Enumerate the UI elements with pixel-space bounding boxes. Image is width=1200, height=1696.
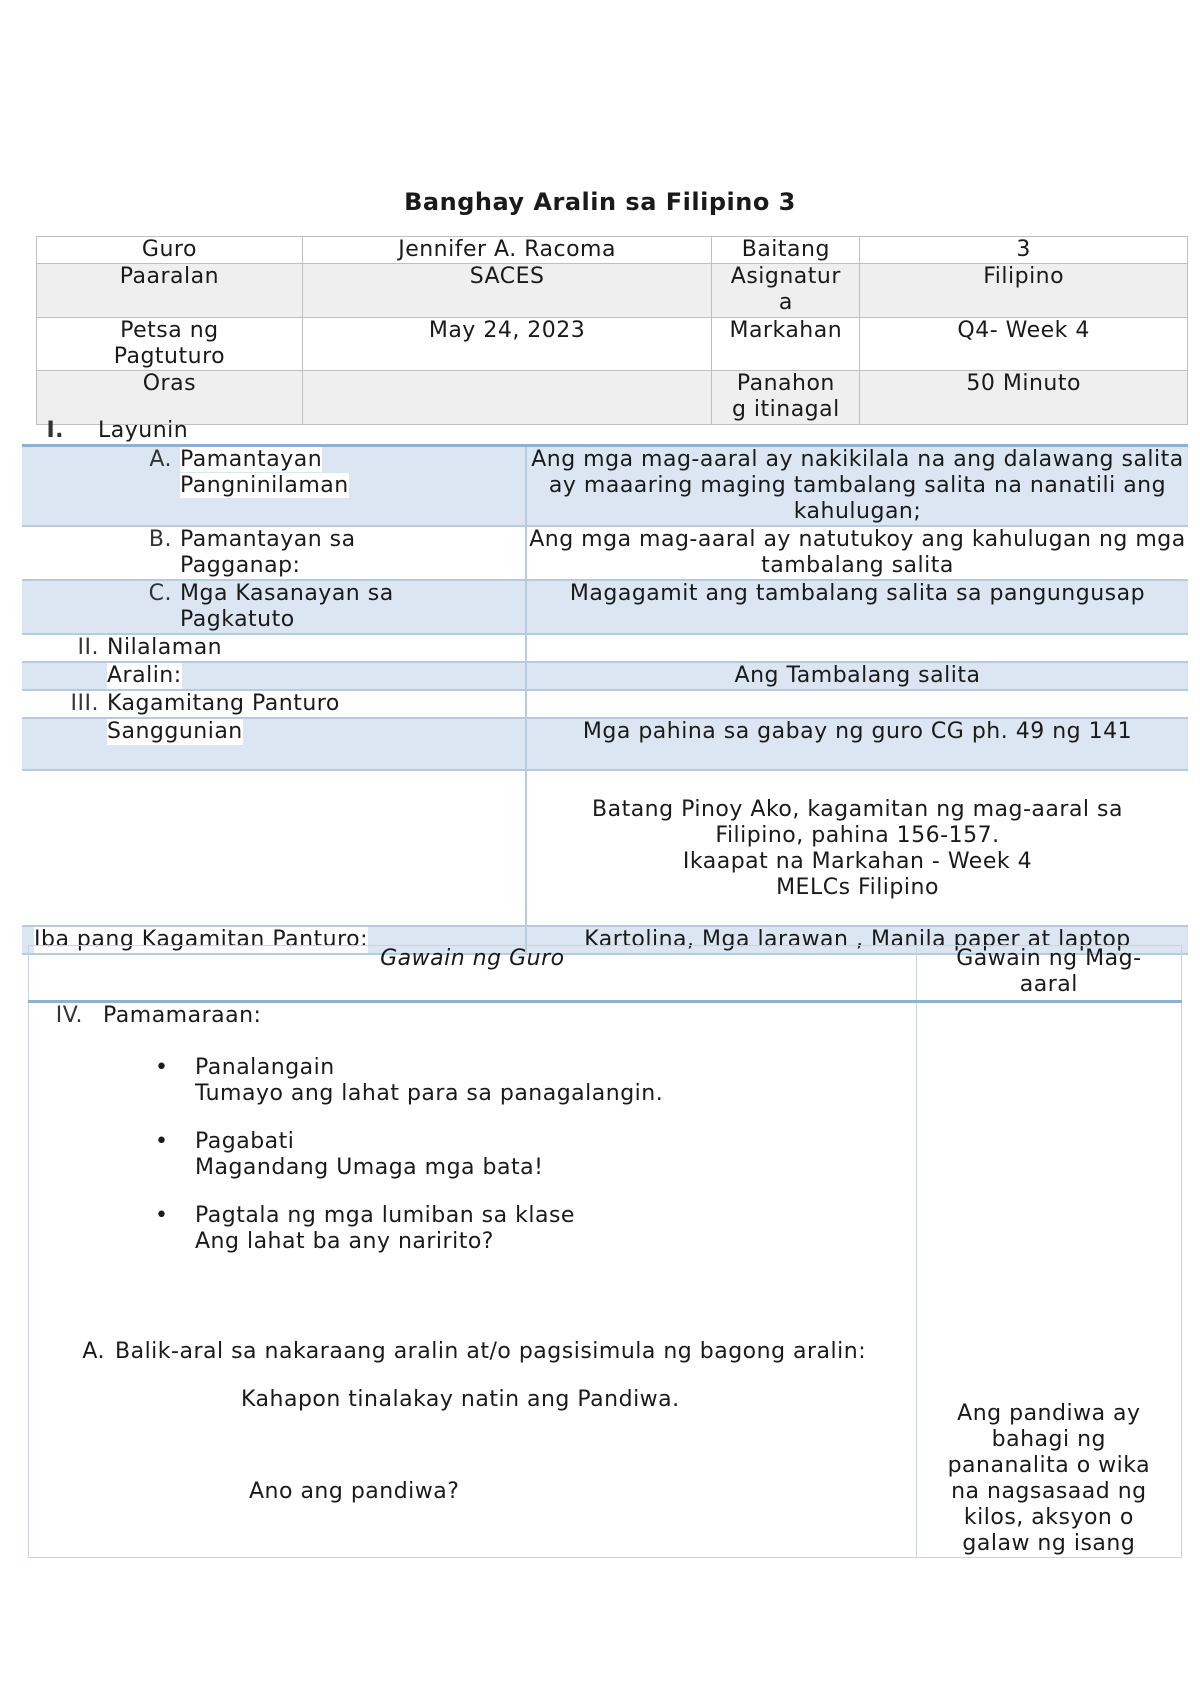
oras-label: Oras <box>37 371 303 425</box>
layunin-a-letter: A. <box>149 447 172 472</box>
activity-table <box>28 945 1182 1558</box>
bullet-item <box>149 1203 916 1255</box>
bullet-text: Magandang Umaga mga bata! <box>195 1155 544 1180</box>
bullet-item <box>149 1129 916 1181</box>
section-i-number: I. <box>46 418 64 443</box>
paaralan-value: SACES <box>302 264 712 318</box>
iba-value: Kartolina, Mga larawan , Manila paper at laptop <box>526 926 1188 954</box>
lesson-table <box>22 418 1188 955</box>
balik-aral-text: Balik-aral sa nakaraang aralin at/o pagsisimula ng bagong aralin: <box>115 1339 867 1364</box>
bullet-text: Ang lahat ba any naririto? <box>195 1229 494 1254</box>
bullet-title: Pagabati <box>195 1129 295 1154</box>
bullet-title: Pagtala ng mga lumiban sa klase <box>195 1203 575 1228</box>
layunin-b-value: Ang mga mag-aaral ay natutukoy ang kahulugan ng mga tambalang salita <box>526 526 1188 580</box>
guro-value: Jennifer A. Racoma <box>302 237 712 264</box>
bullet-item <box>149 1055 916 1107</box>
layunin-c-letter: C. <box>148 581 172 606</box>
markahan-value: Q4- Week 4 <box>860 318 1188 371</box>
panahon-value: 50 Minuto <box>860 371 1188 425</box>
bullet-icon: • <box>155 1055 169 1080</box>
baitang-label: Baitang <box>712 237 860 264</box>
bullet-icon: • <box>155 1129 169 1154</box>
layunin-c-value: Magagamit ang tambalang salita sa pangungusap <box>526 580 1188 634</box>
layunin-a-label-2: Pangninilaman <box>180 473 349 498</box>
header-gawain-guro: Gawain ng Guro <box>29 946 917 1002</box>
petsa-value: May 24, 2023 <box>302 318 712 371</box>
petsa-label: Petsa ng Pagtuturo <box>37 318 303 371</box>
section-iii-label: Kagamitang Panturo <box>107 691 340 716</box>
bullet-title: Panalangain <box>195 1055 335 1080</box>
section-ii-label: Nilalaman <box>107 635 223 660</box>
panahon-label: Panahon g itinagal <box>712 371 860 425</box>
header-gawain-mag-aaral: Gawain ng Mag-aaral <box>916 946 1181 1002</box>
reference-2: Ikaapat na Markahan - Week 4 <box>682 849 1033 874</box>
layunin-b-letter: B. <box>148 527 172 552</box>
bullet-icon: • <box>155 1203 169 1228</box>
bullet-text: Tumayo ang lahat para sa panagalangin. <box>195 1081 664 1106</box>
sanggunian-value: Mga pahina sa gabay ng guro CG ph. 49 ng 141 <box>526 718 1188 770</box>
section-ii-number: II. <box>77 635 99 660</box>
kahapon-text: Kahapon tinalakay natin ang Pandiwa. <box>241 1387 680 1412</box>
baitang-value: 3 <box>860 237 1188 264</box>
aralin-value: Ang Tambalang salita <box>526 662 1188 690</box>
layunin-a-value: Ang mga mag-aaral ay nakikilala na ang dalawang salita ay maaaring maging tambalang salita na nanatili ang kahulugan; <box>526 446 1188 527</box>
balik-aral-letter: A. <box>82 1339 105 1364</box>
layunin-c-label: Mga Kasanayan sa Pagkatuto <box>180 581 394 632</box>
oras-value <box>302 371 712 425</box>
aralin-label: Aralin: <box>107 663 182 688</box>
paaralan-label: Paaralan <box>37 264 303 318</box>
ano-question: Ano ang pandiwa? <box>249 1479 460 1504</box>
iba-label: Iba pang Kagamitan Panturo: <box>34 927 369 952</box>
layunin-a-label-1: Pamantayan <box>180 447 323 472</box>
guro-label: Guro <box>37 237 303 264</box>
reference-1: Batang Pinoy Ako, kagamitan ng mag-aaral sa Filipino, pahina 156-157. <box>592 797 1123 848</box>
asignatura-value: Filipino <box>860 264 1188 318</box>
page-title: Banghay Aralin sa Filipino 3 <box>404 188 796 216</box>
section-i-label: Layunin <box>98 418 189 443</box>
info-table <box>36 236 1188 425</box>
reference-3: MELCs Filipino <box>776 875 939 900</box>
layunin-b-label: Pamantayan sa Pagganap: <box>180 527 356 578</box>
section-iv-number: IV. <box>55 1003 83 1028</box>
student-answer: Ang pandiwa ay bahagi ng pananalita o wika na nagsasaad ng kilos, aksyon o galaw ng isang <box>947 1401 1151 1556</box>
sanggunian-label: Sanggunian <box>107 719 243 744</box>
markahan-label: Markahan <box>712 318 860 371</box>
section-iii-number: III. <box>70 691 99 716</box>
section-iv-label: Pamamaraan: <box>103 1003 262 1028</box>
asignatura-label: Asignatur a <box>712 264 860 318</box>
